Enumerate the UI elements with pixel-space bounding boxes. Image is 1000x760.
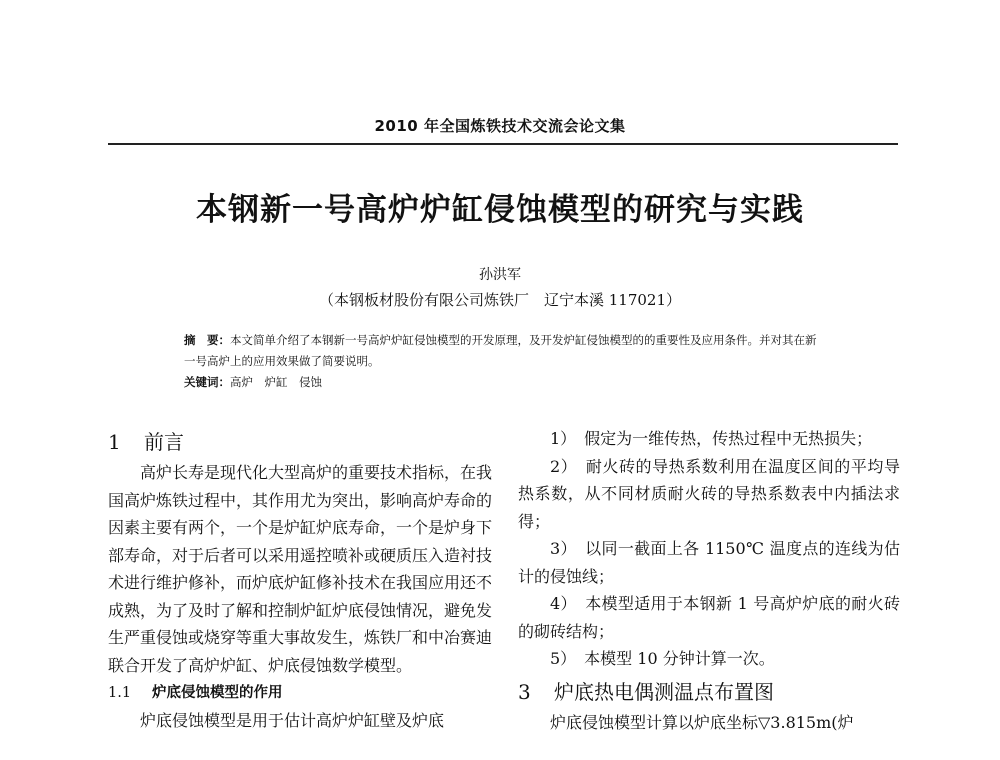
abstract-block [184, 330, 824, 393]
left-column [108, 425, 492, 735]
subsection-title: 炉底侵蚀模型的作用 [152, 684, 283, 701]
section-title: 前言 [144, 430, 184, 454]
author-affiliation: （本钢板材股份有限公司炼铁厂 辽宁本溪 117021） [318, 291, 682, 309]
assumption-item: 4） 本模型适用于本钢新 1 号高炉炉底的耐火砖的砌砖结构； [518, 594, 900, 641]
keywords [184, 372, 824, 393]
author-name: 孙洪军 [479, 267, 521, 283]
section-heading-3 [518, 675, 900, 709]
running-head: 2010 年全国炼铁技术交流会论文集 [374, 117, 626, 135]
assumption-item: 2） 耐火砖的导热系数利用在温度区间的平均导热系数，从不同材质耐火砖的导热系数表中内插法求得； [518, 456, 900, 531]
abstract-text: 本文简单介绍了本钢新一号高炉炉缸侵蚀模型的开发原理，及开发炉缸侵蚀模型的的重要性及应用条件。并对其在新一号高炉上的应用效果做了简要说明。 [184, 333, 817, 368]
subsection-number: 1.1 [108, 685, 132, 701]
section-title: 炉底热电偶测温点布置图 [554, 679, 774, 704]
subsection-heading-1-1 [108, 679, 492, 707]
intro-paragraph: 高炉长寿是现代化大型高炉的重要技术指标，在我国高炉炼铁过程中，其作用尤为突出，影响高炉寿命的因素主要有两个，一个是炉缸炉底寿命，一个是炉身下部寿命，对于后者可以采用遥控喷补或硬质压入造衬技术进行维护修补，而炉底炉缸修补技术在我国应用还不成熟，为了及时了解和控制炉缸炉底侵蚀情况，避免发生严重侵蚀或烧穿等重大事故发生，炼铁厂和中冶赛迪联合开发了高炉炉缸、炉底侵蚀数学模型。 [108, 463, 493, 675]
section-number: 1 [108, 430, 121, 454]
section-heading-1 [108, 425, 492, 459]
assumption-item: 1） 假定为一维传热，传热过程中无热损失； [550, 429, 873, 448]
abstract-label: 摘 要： [184, 333, 230, 347]
assumption-item: 5） 本模型 10 分钟计算一次。 [550, 649, 775, 668]
abstract [184, 330, 824, 372]
paper-title: 本钢新一号高炉炉缸侵蚀模型的研究与实践 [196, 192, 804, 228]
keywords-label: 关键词： [184, 375, 230, 389]
keywords-text: 高炉 炉缸 侵蚀 [230, 375, 322, 389]
section-number: 3 [518, 679, 531, 704]
subsection-paragraph: 炉底侵蚀模型是用于估计高炉炉缸壁及炉底 [140, 711, 445, 730]
header-rule [108, 143, 898, 145]
assumption-item: 3） 以同一截面上各 1150℃ 温度点的连线为估计的侵蚀线； [518, 539, 900, 586]
section3-paragraph: 炉底侵蚀模型计算以炉底坐标▽3.815m(炉 [550, 712, 854, 732]
right-column [518, 425, 900, 736]
